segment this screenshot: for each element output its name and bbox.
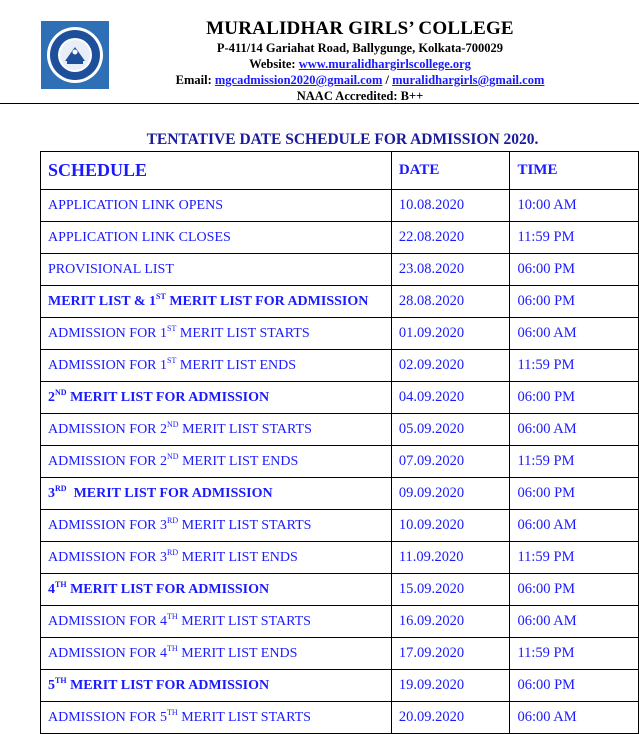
table-row (41, 446, 639, 478)
schedule-text-rest: MERIT LIST ENDS (178, 453, 299, 469)
date-cell: 05.09.2020 (391, 414, 510, 446)
schedule-text-rest: MERIT LIST FOR ADMISSION (66, 581, 270, 597)
time-cell: 06:00 AM (510, 702, 639, 734)
table-row (41, 222, 639, 254)
table-row (41, 606, 639, 638)
schedule-text: APPLICATION LINK OPENS (48, 197, 224, 213)
ordinal-suffix: TH (167, 611, 178, 621)
website-label: Website: (249, 57, 296, 71)
schedule-cell (41, 286, 392, 318)
table-row (41, 382, 639, 414)
table-row (41, 318, 639, 350)
schedule-text-rest: MERIT LIST STARTS (178, 517, 312, 533)
time-cell: 11:59 PM (510, 638, 639, 670)
time-cell: 06:00 PM (510, 670, 639, 702)
email-separator: / (382, 73, 393, 87)
schedule-cell (41, 254, 392, 286)
schedule-cell (41, 414, 392, 446)
college-emblem-icon (41, 21, 109, 89)
time-cell: 11:59 PM (510, 446, 639, 478)
ordinal-suffix: RD (167, 547, 179, 557)
schedule-text-rest: MERIT LIST STARTS (177, 613, 311, 629)
date-cell: 07.09.2020 (391, 446, 510, 478)
schedule-text: MERIT LIST & 1 (48, 293, 157, 309)
time-cell: 06:00 AM (510, 414, 639, 446)
college-name: MURALIDHAR GIRLS’ COLLEGE (206, 18, 514, 39)
table-row (41, 702, 639, 734)
time-cell: 06:00 PM (510, 254, 639, 286)
schedule-cell (41, 638, 392, 670)
letterhead-text (120, 18, 600, 104)
date-cell: 20.09.2020 (391, 702, 510, 734)
column-header-schedule: SCHEDULE (41, 152, 392, 190)
schedule-text: 4 (48, 581, 55, 597)
date-cell: 19.09.2020 (391, 670, 510, 702)
date-cell: 28.08.2020 (391, 286, 510, 318)
date-cell: 23.08.2020 (391, 254, 510, 286)
date-cell: 11.09.2020 (391, 542, 510, 574)
schedule-table (40, 151, 639, 734)
date-cell: 01.09.2020 (391, 318, 510, 350)
date-cell: 09.09.2020 (391, 478, 510, 510)
schedule-cell (41, 478, 392, 510)
schedule-text: ADMISSION FOR 2 (48, 421, 168, 437)
table-row (41, 350, 639, 382)
table-row (41, 478, 639, 510)
time-cell: 06:00 PM (510, 382, 639, 414)
date-cell: 16.09.2020 (391, 606, 510, 638)
schedule-text-rest: MERIT LIST ENDS (178, 549, 298, 565)
time-cell: 06:00 AM (510, 606, 639, 638)
date-cell: 17.09.2020 (391, 638, 510, 670)
time-cell: 11:59 PM (510, 542, 639, 574)
table-row (41, 190, 639, 222)
schedule-text-rest: MERIT LIST FOR ADMISSION (165, 293, 369, 309)
schedule-cell (41, 510, 392, 542)
ordinal-suffix: TH (167, 643, 178, 653)
email-line (120, 72, 600, 88)
schedule-text: 2 (48, 389, 55, 405)
table-row (41, 638, 639, 670)
table-header-row (41, 152, 639, 190)
date-cell: 22.08.2020 (391, 222, 510, 254)
ordinal-suffix: TH (167, 707, 178, 717)
website-line (120, 56, 600, 72)
date-cell: 15.09.2020 (391, 574, 510, 606)
schedule-text: ADMISSION FOR 4 (48, 613, 168, 629)
schedule-text: PROVISIONAL LIST (48, 261, 174, 277)
schedule-cell (41, 318, 392, 350)
schedule-cell (41, 350, 392, 382)
website-link[interactable]: www.muralidhargirlscollege.org (298, 57, 471, 71)
schedule-cell (41, 606, 392, 638)
table-row (41, 286, 639, 318)
schedule-text: APPLICATION LINK CLOSES (48, 229, 231, 245)
date-cell: 02.09.2020 (391, 350, 510, 382)
schedule-text: ADMISSION FOR 5 (48, 709, 168, 725)
schedule-text-rest: MERIT LIST FOR ADMISSION (66, 485, 273, 501)
time-cell: 11:59 PM (510, 350, 639, 382)
ordinal-suffix: RD (167, 515, 179, 525)
time-cell: 11:59 PM (510, 222, 639, 254)
ordinal-suffix: ND (167, 451, 179, 461)
schedule-text-rest: MERIT LIST FOR ADMISSION (66, 389, 270, 405)
schedule-text-rest: MERIT LIST FOR ADMISSION (66, 677, 270, 693)
ordinal-suffix: RD (55, 483, 67, 493)
schedule-title: TENTATIVE DATE SCHEDULE FOR ADMISSION 2020. (146, 131, 539, 148)
accreditation: NAAC Accredited: B++ (296, 89, 424, 103)
schedule-cell (41, 190, 392, 222)
time-cell: 06:00 PM (510, 286, 639, 318)
table-row (41, 574, 639, 606)
schedule-text-rest: MERIT LIST STARTS (177, 709, 311, 725)
ordinal-suffix: ND (167, 419, 179, 429)
table-row (41, 542, 639, 574)
schedule-text-rest: MERIT LIST STARTS (176, 325, 310, 341)
schedule-text: ADMISSION FOR 3 (48, 549, 168, 565)
ordinal-suffix: ST (156, 291, 166, 301)
schedule-cell (41, 574, 392, 606)
schedule-cell (41, 382, 392, 414)
schedule-text-rest: MERIT LIST ENDS (177, 645, 298, 661)
schedule-text: ADMISSION FOR 1 (48, 325, 168, 341)
schedule-text-rest: MERIT LIST STARTS (178, 421, 312, 437)
column-header-time: TIME (510, 152, 639, 190)
column-header-date: DATE (391, 152, 510, 190)
schedule-text: 3 (48, 485, 55, 501)
letterhead (0, 0, 639, 105)
header-divider (0, 103, 639, 104)
schedule-text-rest: MERIT LIST ENDS (176, 357, 297, 373)
schedule-text: ADMISSION FOR 1 (48, 357, 168, 373)
time-cell: 06:00 PM (510, 574, 639, 606)
time-cell: 06:00 AM (510, 318, 639, 350)
email-link-admission[interactable]: mgcadmission2020@gmail.com (214, 73, 383, 87)
schedule-text: 5 (48, 677, 55, 693)
schedule-text: ADMISSION FOR 2 (48, 453, 168, 469)
ordinal-suffix: TH (55, 675, 67, 685)
schedule-text: ADMISSION FOR 4 (48, 645, 168, 661)
ordinal-suffix: ST (167, 323, 177, 333)
table-row (41, 254, 639, 286)
ordinal-suffix: TH (55, 579, 67, 589)
ordinal-suffix: ST (167, 355, 177, 365)
date-cell: 04.09.2020 (391, 382, 510, 414)
schedule-cell (41, 446, 392, 478)
email-link-general[interactable]: muralidhargirls@gmail.com (392, 73, 545, 87)
date-cell: 10.08.2020 (391, 190, 510, 222)
time-cell: 06:00 PM (510, 478, 639, 510)
table-row (41, 414, 639, 446)
table-row (41, 510, 639, 542)
table-row (41, 670, 639, 702)
date-cell: 10.09.2020 (391, 510, 510, 542)
schedule-cell (41, 702, 392, 734)
time-cell: 06:00 AM (510, 510, 639, 542)
time-cell: 10:00 AM (510, 190, 639, 222)
schedule-cell (41, 670, 392, 702)
email-label: Email: (175, 73, 212, 87)
schedule-cell (41, 222, 392, 254)
schedule-cell (41, 542, 392, 574)
schedule-text: ADMISSION FOR 3 (48, 517, 168, 533)
address: P-411/14 Gariahat Road, Ballygunge, Kolkata-700029 (216, 41, 504, 55)
ordinal-suffix: ND (55, 387, 67, 397)
